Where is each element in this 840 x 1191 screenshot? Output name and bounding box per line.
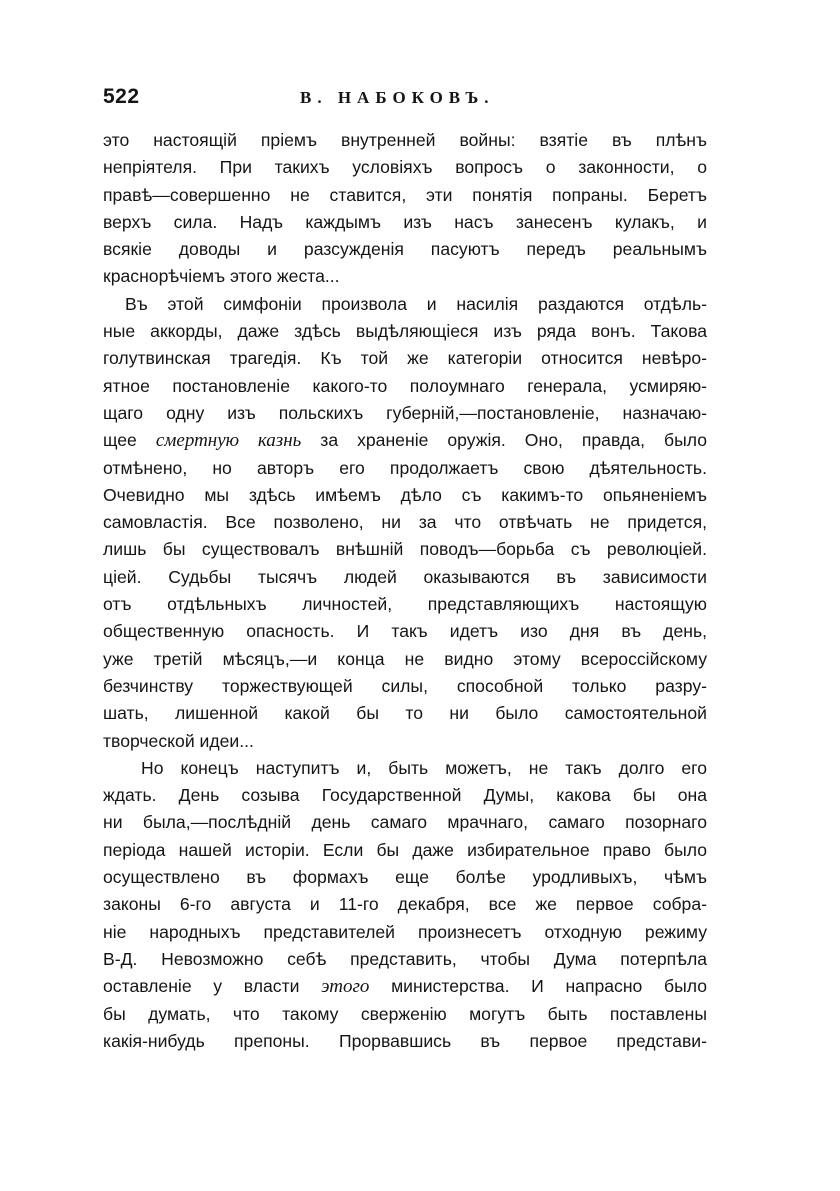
text-line: всякіе доводы и разсужденія пасуютъ передъ реальнымъ <box>103 239 707 260</box>
text-line: верхъ сила. Надъ каждымъ изъ насъ занесенъ кулакъ, и <box>103 211 707 232</box>
running-head: В. НАБОКОВЪ. <box>300 88 495 107</box>
text-line: лишь бы существовалъ внѣшній поводъ—борьба съ революціей. <box>103 539 707 560</box>
text-line: отмѣнено, но авторъ его продолжаетъ свою дѣятельность. <box>103 457 707 478</box>
text-line: ціей. Судьбы тысячъ людей оказываются въ зависимости <box>103 566 707 587</box>
text-segment: щее <box>103 430 156 451</box>
text-line: ніе народныхъ представителей произнесетъ отходную режиму <box>103 921 707 942</box>
paragraph-2 <box>103 291 707 755</box>
text-line: голутвинская трагедія. Къ той же категоріи относится невѣро- <box>103 348 707 369</box>
text-line: Очевидно мы здѣсь имѣемъ дѣло съ какимъ-то опьяненіемъ <box>103 484 707 505</box>
text-line: безчинству торжествующей силы, способной только разру- <box>103 675 707 696</box>
text-line-with-emphasis <box>103 973 707 1000</box>
text-line: ятное постановленіе какого-то полоумнаго генерала, усмиряю- <box>103 375 707 396</box>
text-line: общественную опасность. И такъ идетъ изо дня въ день, <box>103 621 707 642</box>
page-number: 522 <box>103 85 140 108</box>
text-line: ждать. День созыва Государственной Думы, какова бы она <box>103 785 707 806</box>
text-line: осуществлено въ формахъ еще болѣе уродливыхъ, чѣмъ <box>103 867 707 888</box>
text-segment: министерства. И напрасно было <box>369 976 707 997</box>
text-line: ни была,—послѣдній день самаго мрачнаго, самаго позорнаго <box>103 812 707 833</box>
text-line: ные аккорды, даже здѣсь выдѣляющіеся изъ ряда вонъ. Такова <box>103 321 707 342</box>
text-line: В-Д. Невозможно себѣ представить, чтобы Дума потерпѣла <box>103 948 707 969</box>
emphasis-text: смертную казнь <box>155 430 302 452</box>
emphasis-text: этого <box>321 976 370 998</box>
text-line: уже третій мѣсяцъ,—и конца не видно этому всероссійскому <box>103 648 707 669</box>
text-line: Но конецъ наступитъ и, быть можетъ, не такъ долго его <box>141 757 707 778</box>
text-line: щаго одну изъ польскихъ губерній,—постановленіе, назначаю- <box>103 402 707 423</box>
text-line: шать, лишенной какой бы то ни было самостоятельной <box>103 703 707 724</box>
text-line: отъ отдѣльныхъ личностей, представляющихъ настоящую <box>103 594 707 615</box>
text-line: краснорѣчіемъ этого жеста... <box>103 266 340 287</box>
body-text <box>103 127 707 1055</box>
text-line: самовластія. Все позволено, ни за что отвѣчать не придется, <box>103 512 707 533</box>
text-line: это настоящій пріемъ внутренней войны: взятіе въ плѣнъ <box>103 130 707 150</box>
text-line: законы 6-го августа и 11-го декабря, все же первое собра- <box>103 894 707 915</box>
text-line: бы думать, что такому сверженію могутъ быть поставлены <box>103 1003 707 1024</box>
paragraph-1 <box>103 127 707 291</box>
text-segment: оставленіе у власти <box>103 976 322 997</box>
text-line: правѣ—совершенно не ставится, эти понятія попраны. Беретъ <box>103 184 707 205</box>
text-line: Въ этой симфоніи произвола и насилія раздаются отдѣль- <box>125 293 707 314</box>
paragraph-3 <box>103 755 707 1055</box>
text-line: непріятеля. При такихъ условіяхъ вопросъ о законности, о <box>103 157 707 178</box>
text-line: какія-нибудь препоны. Прорвавшись въ первое представи- <box>103 1030 707 1051</box>
text-line: періода нашей исторіи. Если бы даже избирательное право было <box>103 839 707 860</box>
text-line: творческой идеи... <box>103 730 254 751</box>
text-line-with-emphasis <box>103 427 707 454</box>
text-segment: за храненіе оружія. Оно, правда, было <box>301 430 707 451</box>
